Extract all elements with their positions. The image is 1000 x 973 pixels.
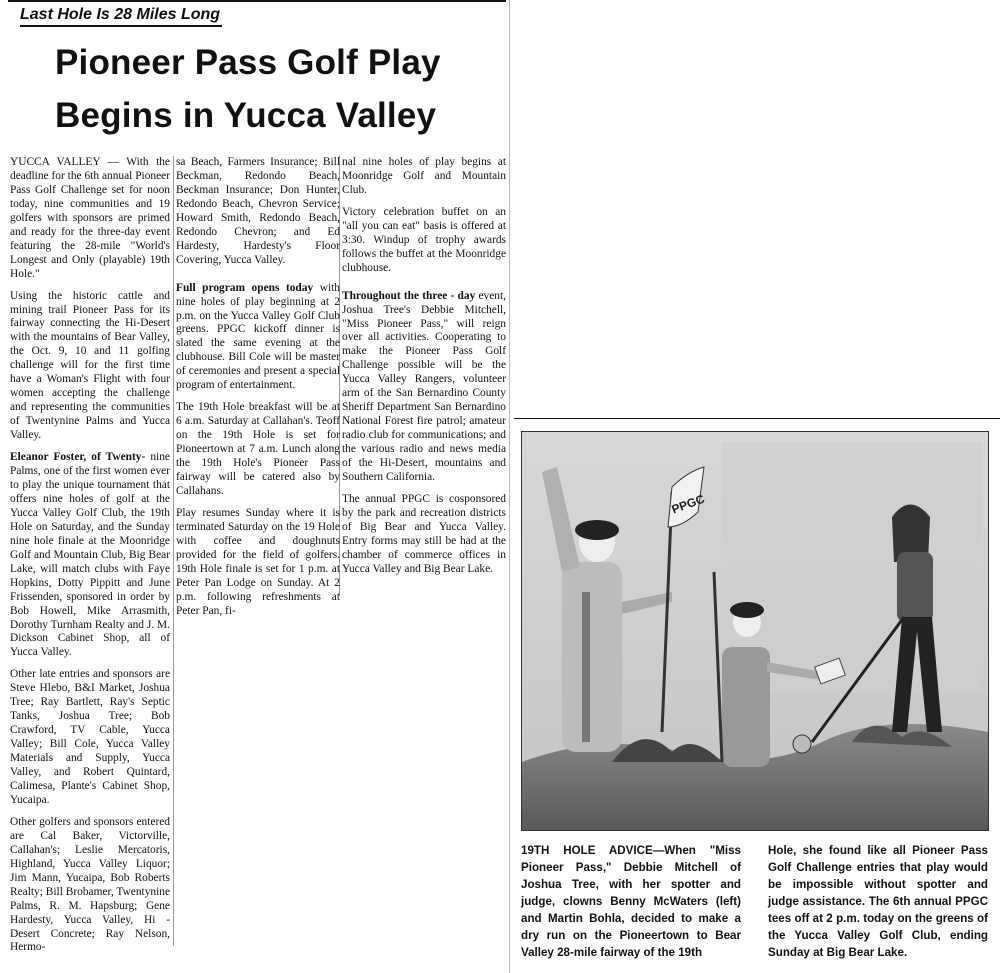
paragraph: sa Beach, Farmers Insurance; Bill Beckman, Redondo Beach, Beckman Insurance; Don Hunter, Redondo Beach, Chevron Service; Howard Smith, Redondo Beach, Redondo Chevron; and Ed Hardesty, Hardesty's Floor Covering, Yucca Valley. [176,156,340,266]
paragraph: The 19th Hole breakfast will be at 6 a.m. Saturday at Callahan's. Teoff on the 19th Hole is set for Pioneertown at 7 a.m. Lunch along the 19th Hole's Pioneer Pass fairway will be catered also by Callahans. [176,401,340,497]
lead-in: Full program opens today [176,281,314,294]
top-rule [8,0,506,2]
paragraph-body: with nine holes of play beginning at 2 p.m. on the Yucca Valley Golf Club greens. PPGC kickoff dinner is slated the same evening at the clubhouse. Bill Cole will be master of ceremonies and present a special program of entertainment. [176,281,340,392]
paragraph: nal nine holes of play begins at Moonridge Golf and Mountain Club. [342,156,506,196]
photo-caption-left: 19TH HOLE ADVICE—When "Miss Pioneer Pass," Debbie Mitchell of Joshua Tree, with her spotter and judge, clowns Benny McWaters (left) and Martin Bohla, decided to make a dry run on the Pioneertown to Bear Valley 28-mile fairway of the 19th [521,844,741,959]
paragraph [176,282,340,394]
paragraph: Using the historic cattle and mining trail Pioneer Pass for its fairway connecting the Hi-Desert with the mountains of Bear Valley, the Oct. 9, 10 and 11 golfing challenge will for the first time have a Woman's Flight with four women accepting the challenge and representing the communities of Twentynine Palms and Yucca Valley. [10,289,170,442]
paragraph-body: nine Palms, one of the first women ever to play the unique tournament that offers nine holes of golf at the Yucca Valley Golf Club, the 19th Hole on Saturday, and the Sunday nine hole finale at the Moonridge Golf and Mountain Club, Big Bear Lake, will match clubs with Faye Hopkins, Dotty Pippitt and June Frissenden, sponsored in order by Bob Howell, Mike Arrasmith, Dorothy Turnham Realty and J. M. Dickson Cabinet Shop, all of Yucca Valley. [10,451,170,659]
photo-top-rule [514,418,1000,419]
paragraph [10,451,170,660]
paragraph: Other late entries and sponsors are Steve Hlebo, B&I Market, Joshua Tree; Ray Bartlett, Ray's Septic Tanks, Joshua Tree; Bob Crawford, TV Cable, Yucca Valley; Bill Cole, Yucca Valley Materials and Supply, Yucca Valley, and Robert Quintard, Calimesa, Plante's Cabinet Shop, Yucaipa. [10,668,170,806]
kicker: Last Hole Is 28 Miles Long [20,6,222,27]
flag-text: PPGC [669,491,707,517]
lead-in: Eleanor Foster, of Twenty- [10,451,146,464]
paragraph: Victory celebration buffet on an "all you can eat" basis is offered at 3:30. Windup of trophy awards follows the buffet at the Moonridge clubhouse. [342,205,506,274]
article-column-2 [176,156,340,627]
article-column-1 [10,156,170,963]
paragraph: YUCCA VALLEY — With the deadline for the 6th annual Pioneer Pass Golf Challenge set for noon today, nine communities and 19 golfers with sponsors are primed and ready for the three-day event featuring the 28-mile "World's Longest and Only (playable) 19th Hole." [10,156,170,280]
headline: Pioneer Pass Golf Play Begins in Yucca Valley [55,43,441,135]
news-photo [521,431,989,831]
article-column-3 [342,156,506,585]
photo-caption-right: Hole, she found like all Pioneer Pass Golf Challenge entries that play would be impossible without spotter and judge assistance. The 6th annual PPGC tees off at 2 p.m. today on the greens of the Yucca Valley Golf Club, ending Sunday at Big Bear Lake. [768,844,988,959]
photo-illustration [522,432,988,830]
paragraph-body: event, Joshua Tree's Debbie Mitchell, "Miss Pioneer Pass," will reign over all activities. Cooperating to make the Pioneer Pass Golf Challenge possible will be the Yucca Valley Rangers, volunteer arm of the San Bernardino County Sheriff Department San Bernardino National Forest fire patrol; amateur radio club for communications; and the various radio and news media of the Hi-Desert, mountains and Southern California. [342,289,506,484]
lead-in: Throughout the three - day [342,289,476,302]
paragraph: The annual PPGC is cosponsored by the park and recreation districts of Big Bear and Yucca Valley. Entry forms may still be had at the chamber of commerce offices in Yucca Valley and Big Bear Lake. [342,492,506,575]
paragraph: Other golfers and sponsors entered are Cal Baker, Victorville, Callahan's; Leslie Mercatoris, Highland, Yucca Valley Liquor; Jim Mann, Yucaipa, Bob Roberts Realty; Bill Brobamer, Twentynine Palms, R. M. Hapsburg; Gene Hardesty, Yucca Valley, Hi - Desert Concrete; Ray Nelson, Hermo- [10,815,170,954]
page-rule [509,0,510,973]
paragraph: Play resumes Sunday where it is terminated Saturday on the 19 Hole with coffee and doughnuts provided for the field of golfers. 19th Hole finale is set for 1 p.m. at Peter Pan Lodge on Sunday. At 2 p.m. following refreshments at Peter Pan, fi- [176,506,340,617]
column-rule [173,156,174,946]
paragraph [342,290,506,485]
